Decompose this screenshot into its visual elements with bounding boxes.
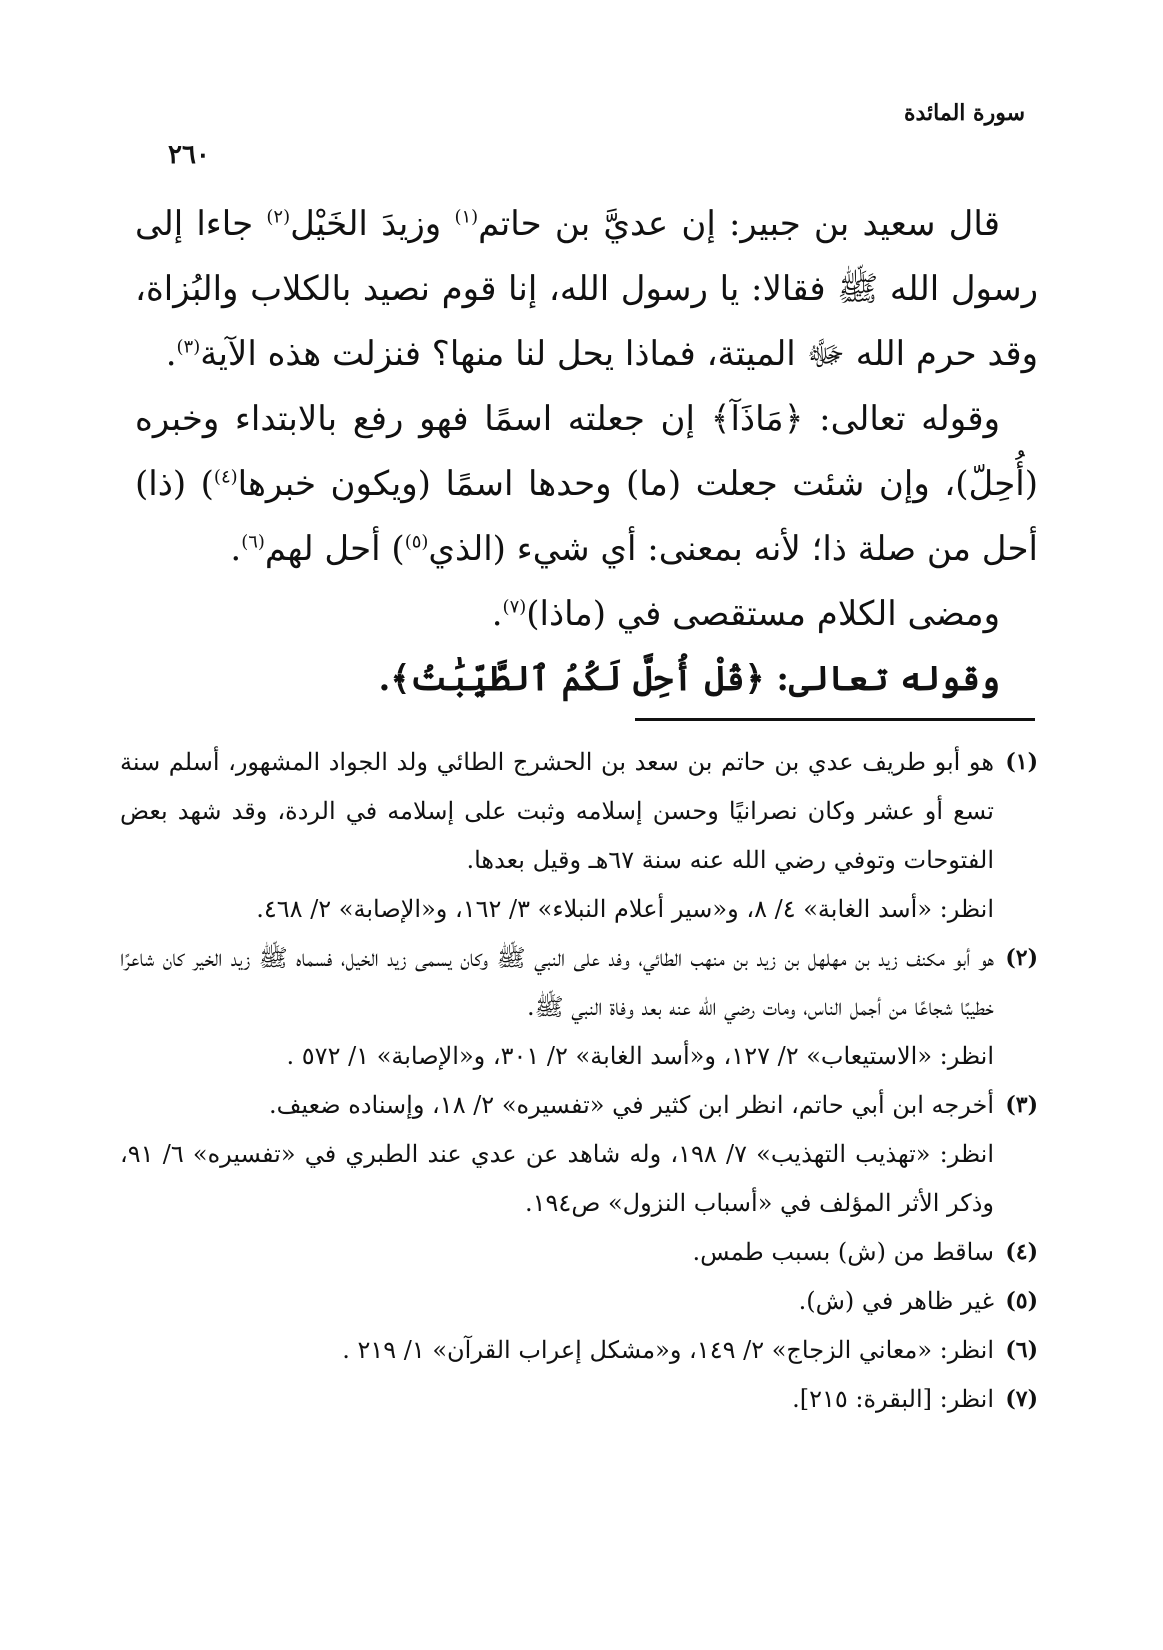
running-header	[120, 100, 1043, 170]
paragraph-3	[135, 582, 1038, 647]
footnote-ref-1: (١)	[454, 206, 479, 228]
footnote-text: انظر: «أسد الغابة» ٤/ ٨، و«سير أعلام النبلاء» ٣/ ١٦٢، و«الإصابة» ٢/ ٤٦٨.	[256, 895, 994, 923]
footnote	[120, 738, 1038, 934]
text-run: وزيدَ الخَيْل	[290, 204, 455, 244]
main-text	[135, 192, 1038, 712]
text-run: ) (ذا) أحل من صلة ذا؛ لأنه بمعنى: أي شيء (الذي	[135, 464, 1038, 569]
footnote	[120, 1081, 1038, 1228]
footnote-text: أخرجه ابن أبي حاتم، انظر ابن كثير في «تفسيره» ٢/ ١٨، وإسناده ضعيف.	[268, 1091, 994, 1119]
footnote-number: (٧)	[1005, 1386, 1038, 1412]
text-run: جاءا إلى رسول الله ﷺ فقالا: يا رسول الله، إنا قوم نصيد بالكلاب والبُزاة، وقد حرم الله ﷻ الميتة، فماذا يحل لنا منها؟ فنزلت هذه الآية	[135, 204, 1038, 374]
footnote	[120, 1375, 1038, 1424]
footnote-text: ساقط من (ش) بسبب طمس.	[692, 1238, 994, 1266]
footnote-ref-7: (٧)	[502, 596, 527, 618]
paragraph-1	[135, 192, 1038, 387]
footnote-text: غير ظاهر في (ش).	[798, 1287, 994, 1315]
footnote-number: (١)	[1005, 749, 1038, 775]
footnote	[120, 1228, 1038, 1277]
footnote	[120, 1277, 1038, 1326]
footnote-ref-3: (٣)	[176, 336, 201, 358]
text-run: وقوله تعالى: ﴿مَاذَآ﴾ إن جعلته اسمًا فهو رفع بالابتداء وخبره (أُحِلّ)، وإن شئت جعلت (ما) وحدها اسمًا (ويكون خبرها	[135, 399, 1038, 504]
footnote-ref-2: (٢)	[266, 206, 291, 228]
footnote-number: (٦)	[1005, 1337, 1038, 1363]
text-run: .	[491, 594, 503, 634]
footnote-ref-6: (٦)	[241, 531, 265, 553]
page-number: ٢٦٠	[168, 140, 210, 170]
footnote-ref-4: (٤)	[213, 466, 238, 488]
footnote	[120, 1326, 1038, 1375]
footnote-text: انظر: «معاني الزجاج» ٢/ ١٤٩، و«مشكل إعراب القرآن» ١/ ٢١٩ .	[342, 1336, 994, 1364]
footnote-number: (٢)	[1005, 945, 1038, 971]
footnote-number: (٣)	[1005, 1092, 1038, 1118]
footnote-ref-5: (٥)	[404, 531, 429, 553]
footnote-number: (٤)	[1005, 1239, 1038, 1265]
paragraph-4	[135, 647, 1038, 712]
footnote-text: انظر: «تهذيب التهذيب» ٧/ ١٩٨، وله شاهد عن عدي عند الطبري في «تفسيره» ٦/ ٩١، وذكر الأثر المؤلف في «أسباب النزول» ص١٩٤.	[120, 1140, 995, 1217]
paragraph-2	[135, 387, 1038, 582]
text-run: ) أحل لهم	[264, 529, 405, 569]
footnote-divider	[635, 718, 1035, 721]
text-run: .	[230, 529, 242, 569]
footnote-text: انظر: [البقرة: ٢١٥].	[792, 1385, 994, 1413]
text-run: .	[165, 334, 177, 374]
footnote-text: انظر: «الاستيعاب» ٢/ ١٢٧، و«أسد الغابة» ٢/ ٣٠١، و«الإصابة» ١/ ٥٧٢ .	[286, 1042, 994, 1070]
footnotes	[120, 738, 1038, 1424]
footnote-text: هو أبو مكنف زيد بن مهلهل بن زيد بن منهب الطائي، وفد على النبي ﷺ وكان يسمى زيد الخيل، فسماه ﷺ زيد الخير كان شاعرًا خطيبًا شجاعًا من أجمل الناس، ومات رضي الله عنه بعد وفاة النبي ﷺ.	[120, 944, 994, 1021]
text-run: قال سعيد بن جبير: إن عديَّ بن حاتم	[478, 204, 1000, 244]
text-run: وقوله تعالى: ﴿قُلْ أُحِلَّ لَكُمُ ٱلطَّيِّبَٰتُ﴾.	[378, 659, 1000, 699]
footnote	[120, 934, 1038, 1081]
text-run: ومضى الكلام مستقصى في (ماذا)	[526, 594, 1000, 634]
surah-title: سورة المائدة	[903, 100, 1025, 126]
footnote-number: (٥)	[1005, 1288, 1038, 1314]
footnote-text: هو أبو طريف عدي بن حاتم بن سعد بن الحشرج الطائي ولد الجواد المشهور، أسلم سنة تسع أو عشر وكان نصرانيًا وحسن إسلامه وثبت على إسلامه في الردة، وقد شهد بعض الفتوحات وتوفي رضي الله عنه سنة ٦٧هـ وقيل بعدها.	[120, 748, 994, 874]
